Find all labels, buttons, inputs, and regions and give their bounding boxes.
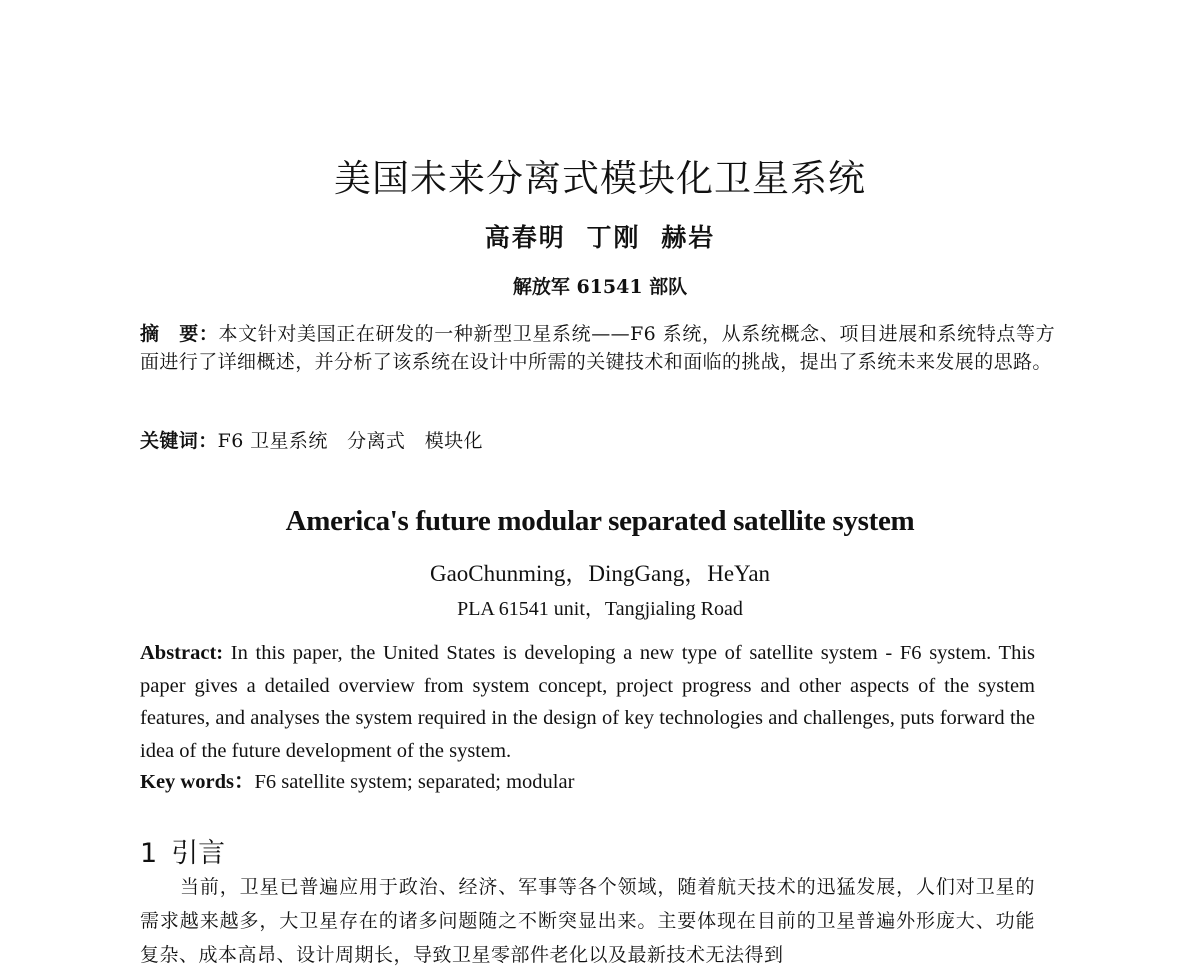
english-keywords-label: Key words： — [140, 771, 255, 793]
section-heading — [140, 831, 225, 870]
chinese-keywords — [140, 427, 1055, 455]
english-keywords — [140, 766, 1035, 799]
english-authors: GaoChunming，DingGang，HeYan — [429, 561, 771, 586]
english-abstract-text: In this paper, the United States is developing a new type of satellite system - F6 system. This paper gives a detailed overview from system concept, project progress and other aspects of the system features, and analyses the system required in the design of key technologies and challenges, puts forward the idea of the future development of the system. — [140, 642, 1035, 762]
section-title: 引言 — [171, 838, 226, 869]
chinese-affiliation: 解放军 61541 部队 — [512, 276, 688, 298]
chinese-abstract-label: 摘 要： — [140, 323, 219, 345]
english-keywords-text: F6 satellite system; separated; modular — [254, 771, 575, 793]
chinese-keywords-label: 关键词： — [140, 430, 218, 452]
english-abstract — [140, 637, 1035, 767]
chinese-title: 美国未来分离式模块化卫星系统 — [334, 157, 866, 200]
english-abstract-label: Abstract: — [140, 642, 224, 664]
english-affiliation: PLA 61541 unit，Tangjialing Road — [457, 598, 743, 620]
chinese-abstract — [140, 320, 1055, 376]
section-number: 1 — [140, 838, 158, 869]
intro-paragraph: 当前，卫星已普遍应用于政治、经济、军事等各个领域，随着航天技术的迅猛发展，人们对卫星的需求越来越多，大卫星存在的诸多问题随之不断突显出来。主要体现在目前的卫星普遍外形庞大、功能复杂、成本高昂、设计周期长，导致卫星零部件老化以及最新技术无法得到 — [140, 876, 1035, 966]
chinese-abstract-text: 本文针对美国正在研发的一种新型卫星系统——F6 系统，从系统概念、项目进展和系统特点等方面进行了详细概述，并分析了该系统在设计中所需的关键技术和面临的挑战，提出了系统未来发展的思路。 — [140, 323, 1055, 373]
english-title: America's future modular separated satellite system — [285, 505, 915, 537]
chinese-authors: 高春明 丁刚 赫岩 — [484, 223, 716, 252]
chinese-keywords-text: F6 卫星系统 分离式 模块化 — [217, 430, 483, 452]
